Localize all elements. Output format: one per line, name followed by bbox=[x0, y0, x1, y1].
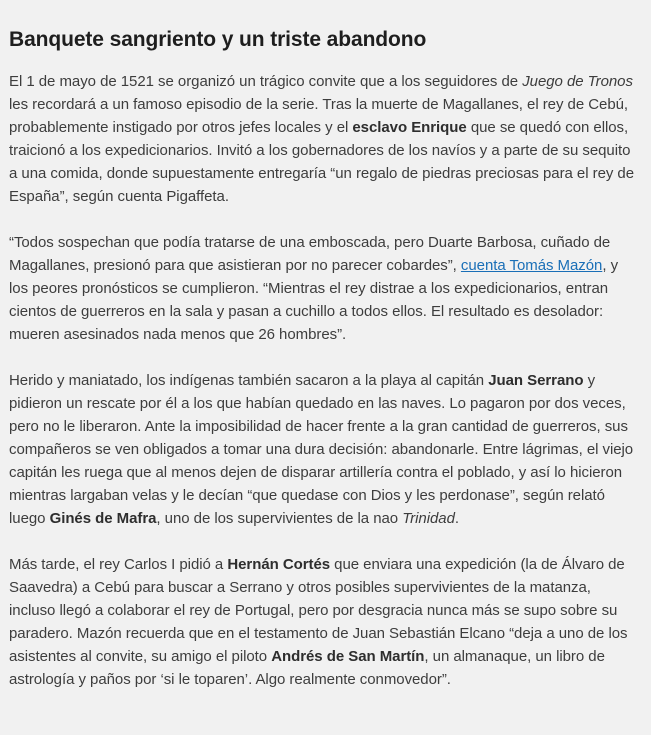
text-segment: les recordará a un famoso episodio de la serie. Tras la muerte de Magallanes, el rey de Cebú, probablemente instigado por otros jefes locales y el bbox=[9, 96, 629, 136]
text-segment: , uno de los supervivientes de la nao bbox=[156, 510, 403, 527]
paragraph-2 bbox=[9, 231, 637, 346]
italic-trinidad: Trinidad bbox=[402, 510, 455, 527]
italic-title-juego-de-tronos: Juego de Tronos bbox=[522, 73, 633, 90]
text-segment: , un almanaque, un libro de astrología y paños por ‘si le toparen’. Algo realmente conmovedor”. bbox=[9, 648, 605, 688]
bold-andres-de-san-martin: Andrés de San Martín bbox=[271, 648, 425, 665]
text-segment: “Todos sospechan que podía tratarse de una emboscada, pero Duarte Barbosa, cuñado de Magallanes, presionó para que asistieran por no parecer cobardes”, bbox=[9, 234, 611, 274]
text-segment: . bbox=[454, 510, 459, 527]
article-title: Banquete sangriento y un triste abandono bbox=[9, 28, 427, 51]
text-segment: que enviara una expedición (la de Álvaro de Saavedra) a Cebú para buscar a Serrano y otros posibles supervivientes de la matanza, incluso llegó a colaborar el rey de Portugal, pero por desgracia nunca más se supo sobre su paradero. Mazón recuerda que en el testamento de Juan Sebastián Elcano “deja a uno de los asistentes al convite, su amigo el piloto bbox=[9, 556, 628, 665]
text-segment: , y los peores pronósticos se cumplieron. “Mientras el rey distrae a los expedicionarios, entran cientos de guerreros en la sala y pasan a cuchillo a todos ellos. El resultado es desolador: mueren asesinados nada menos que 26 hombres”. bbox=[9, 257, 619, 343]
paragraph-1 bbox=[9, 70, 637, 208]
bold-gines-de-mafra: Ginés de Mafra bbox=[49, 510, 157, 527]
bold-juan-serrano: Juan Serrano bbox=[488, 372, 584, 389]
text-segment: Más tarde, el rey Carlos I pidió a bbox=[9, 556, 228, 573]
bold-hernan-cortes: Hernán Cortés bbox=[227, 556, 331, 573]
paragraph-3 bbox=[9, 369, 637, 530]
bold-esclavo-enrique: esclavo Enrique bbox=[352, 119, 467, 136]
text-segment: Herido y maniatado, los indígenas también sacaron a la playa al capitán bbox=[9, 372, 489, 389]
text-segment: El 1 de mayo de 1521 se organizó un trágico convite que a los seguidores de bbox=[9, 73, 523, 90]
link-cuenta-tomas-mazon[interactable]: cuenta Tomás Mazón bbox=[460, 257, 603, 274]
text-segment: y pidieron un rescate por él a los que habían quedado en las naves. Lo pagaron por dos veces, pero no le liberaron. Ante la imposibilidad de hacer frente a la gran cantidad de guerreros, sus compañeros se ven obligados a tomar una dura decisión: abandonarle. Entre lágrimas, el viejo capitán les ruega que al menos dejen de disparar artillería contra el poblado, y así lo hicieron mientras largaban velas y le decían “que quedase con Dios y les perdonase”, según relató luego bbox=[9, 372, 634, 527]
paragraph-4 bbox=[9, 553, 637, 691]
text-segment: que se quedó con ellos, traicionó a los expedicionarios. Invitó a los gobernadores de los navíos y a parte de su sequito a una comida, donde supuestamente entregaría “un regalo de piedras preciosas para el rey de España”, según cuenta Pigaffeta. bbox=[9, 119, 635, 205]
